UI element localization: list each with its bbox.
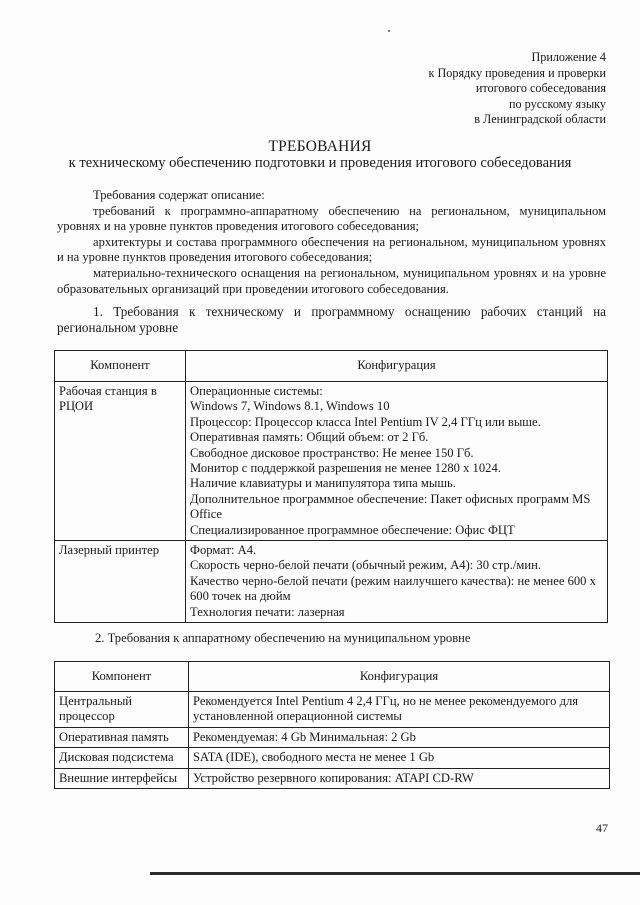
annex-line: по русскому языку bbox=[509, 96, 606, 111]
cell-configuration: Рекомендуемая: 4 Gb Минимальная: 2 Gb bbox=[189, 727, 610, 747]
cell-configuration: Устройство резервного копирования: ATAPI CD-RW bbox=[189, 768, 610, 788]
config-line: Качество черно-белой печати (режим наилучшего качества): не менее 600 х 600 точек на дюйм bbox=[190, 573, 596, 604]
cell-component: Дисковая подсистема bbox=[55, 748, 189, 768]
config-line: Дополнительное программное обеспечение: Пакет офисных программ MS Office bbox=[190, 491, 591, 522]
table-header-row bbox=[55, 351, 608, 382]
config-line: Windows 7, Windows 8.1, Windows 10 bbox=[190, 399, 390, 414]
cell-component: Рабочая станция в РЦОИ bbox=[55, 382, 186, 541]
config-line: Монитор с поддержкой разрешения не менее 1280 х 1024. bbox=[190, 461, 501, 476]
config-line: Процессор: Процессор класса Intel Pentium IV 2,4 ГГц или выше. bbox=[190, 414, 541, 429]
table-row bbox=[55, 768, 610, 788]
scan-speck bbox=[388, 30, 390, 32]
config-line: Технология печати: лазерная bbox=[190, 604, 345, 619]
config-line: Формат: А4. bbox=[190, 543, 257, 558]
config-line: Свободное дисковое пространство: Не менее 150 Гб. bbox=[190, 445, 474, 460]
annex-line: итогового собеседования bbox=[475, 81, 606, 96]
section-1-heading-end: региональном уровне bbox=[57, 320, 179, 335]
municipal-hardware-table bbox=[54, 661, 610, 789]
annex-reference bbox=[428, 50, 606, 128]
section-2-heading: 2. Требования к аппаратному обеспечению на муниципальном уровне bbox=[95, 631, 471, 645]
table-row bbox=[55, 541, 608, 623]
scan-edge-line bbox=[150, 872, 640, 875]
table-header-row bbox=[55, 662, 610, 692]
cell-configuration: Рекомендуется Intel Pentium 4 2,4 ГГц, но не менее рекомендуемого для установленной операционной системы bbox=[189, 692, 610, 728]
config-line: Специализированное программное обеспечение: Офис ФЦТ bbox=[190, 522, 515, 537]
intro-block bbox=[57, 188, 606, 297]
section-1-heading-start: 1. Требования к техническому и программному оснащению рабочих станций на bbox=[93, 304, 606, 319]
config-line: Оперативная память: Общий объем: от 2 Гб. bbox=[190, 430, 429, 445]
document-title: ТРЕБОВАНИЯ bbox=[268, 138, 372, 155]
cell-configuration bbox=[186, 382, 608, 541]
cell-component: Внешние интерфейсы bbox=[55, 768, 189, 788]
cell-component: Оперативная память bbox=[55, 727, 189, 747]
column-header-configuration: Конфигурация bbox=[186, 351, 608, 382]
intro-item: архитектуры и состава программного обеспечения на региональном, муниципальном уровнях и на уровне пунктов проведения итогового собеседования; bbox=[57, 234, 606, 265]
table-row bbox=[55, 727, 610, 747]
column-header-component: Компонент bbox=[55, 351, 186, 382]
table-row bbox=[55, 748, 610, 768]
annex-line: к Порядку проведения и проверки bbox=[428, 65, 606, 80]
column-header-component: Компонент bbox=[55, 662, 189, 692]
intro-item: требований к программно-аппаратному обеспечению на региональном, муниципальном уровнях и на уровне пунктов проведения итогового собеседования; bbox=[57, 203, 606, 234]
cell-configuration bbox=[186, 541, 608, 623]
page-number: 47 bbox=[596, 821, 608, 835]
config-line: Наличие клавиатуры и манипулятора типа мышь. bbox=[190, 476, 456, 491]
column-header-configuration: Конфигурация bbox=[189, 662, 610, 692]
intro-lead: Требования содержат описание: bbox=[93, 188, 265, 202]
annex-line: в Ленинградской области bbox=[474, 112, 606, 127]
config-line: Операционные системы: bbox=[190, 384, 323, 398]
document-subtitle: к техническому обеспечению подготовки и проведения итогового собеседования bbox=[68, 155, 572, 171]
cell-component: Центральный процессор bbox=[55, 692, 189, 728]
cell-configuration: SATA (IDE), свободного места не менее 1 Gb bbox=[189, 748, 610, 768]
config-line: Скорость черно-белой печати (обычный режим, А4): 30 стр./мин. bbox=[190, 558, 541, 573]
cell-component: Лазерный принтер bbox=[55, 541, 186, 623]
annex-line: Приложение 4 bbox=[531, 50, 606, 64]
workstation-requirements-table bbox=[54, 350, 608, 623]
intro-item: материально-технического оснащения на региональном, муниципальном уровнях и на уровне образовательных организаций при проведении итогового собеседования. bbox=[57, 265, 606, 296]
table-row bbox=[55, 692, 610, 728]
section-1-heading bbox=[57, 304, 606, 336]
table-row bbox=[55, 382, 608, 541]
